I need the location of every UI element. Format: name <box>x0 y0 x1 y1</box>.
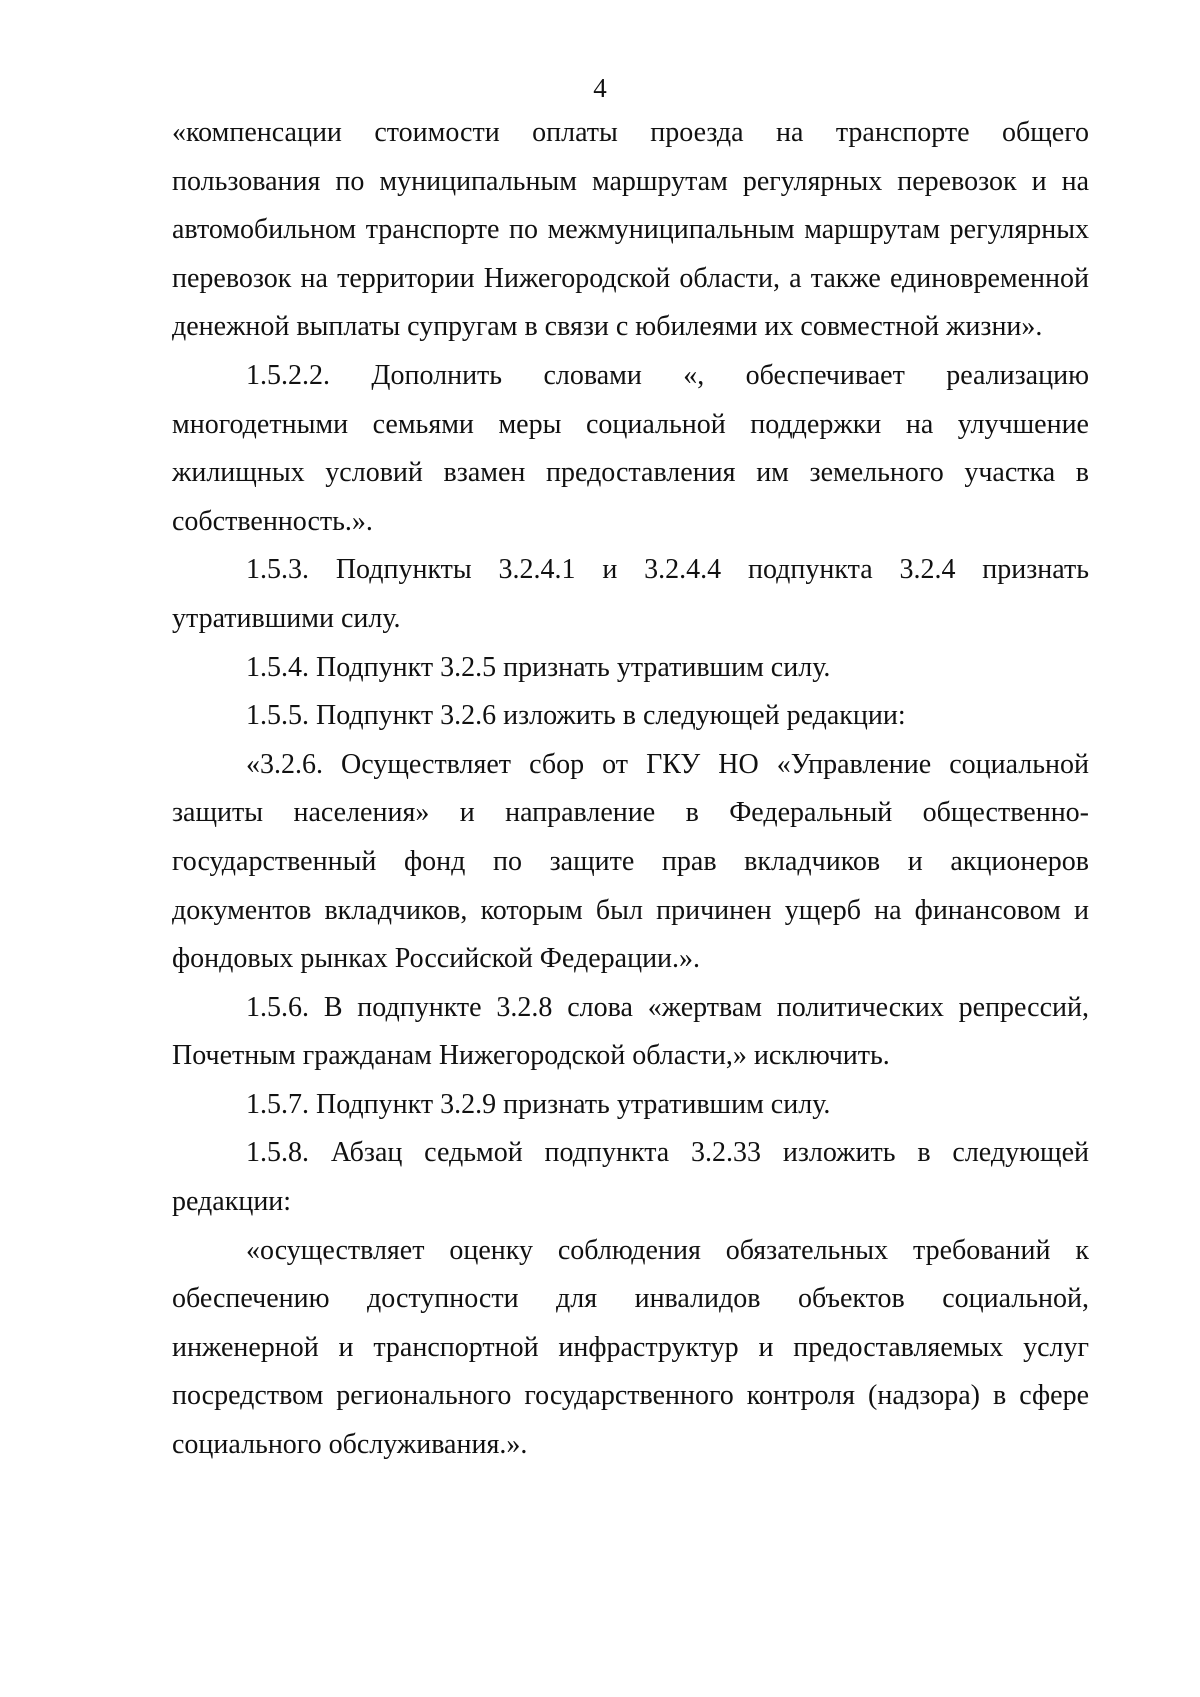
paragraph-quote-3-2-6: «3.2.6. Осуществляет сбор от ГКУ НО «Управление социальной защиты населения» и направление в Федеральный общественно-государственный фонд по защите прав вкладчиков и акционеров документов вкладчиков, которым был причинен ущерб на финансовом и фондовых рынках Российской Федерации.». <box>172 748 1089 975</box>
paragraph-1-5-3: 1.5.3. Подпункты 3.2.4.1 и 3.2.4.4 подпункта 3.2.4 признать утратившими силу. <box>172 554 1089 634</box>
paragraph-continuation: «компенсации стоимости оплаты проезда на транспорте общего пользования по муниципальным маршрутам регулярных перевозок и на автомобильном транспорте по межмуниципальным маршрутам регулярных перевозок на территории Нижегородской области, а также единовременной денежной выплаты супругам в связи с юбилеями их совместной жизни». <box>172 117 1089 343</box>
paragraph-1-5-7: 1.5.7. Подпункт 3.2.9 признать утратившим силу. <box>246 1088 831 1120</box>
document-body <box>172 109 1089 1470</box>
paragraph-quote-final: «осуществляет оценку соблюдения обязательных требований к обеспечению доступности для инвалидов объектов социальной, инженерной и транспортной инфраструктур и предоставляемых услуг посредством регионального государственного контроля (надзора) в сфере социального обслуживания.». <box>172 1234 1089 1461</box>
paragraph-1-5-4: 1.5.4. Подпункт 3.2.5 признать утратившим силу. <box>246 651 831 683</box>
paragraph-1-5-8: 1.5.8. Абзац седьмой подпункта 3.2.33 изложить в следующей редакции: <box>172 1137 1089 1218</box>
page-number: 4 <box>593 73 607 103</box>
paragraph-1-5-5: 1.5.5. Подпункт 3.2.6 изложить в следующей редакции: <box>246 700 906 732</box>
paragraph-1-5-2-2: 1.5.2.2. Дополнить словами «, обеспечивает реализацию многодетными семьями меры социальной поддержки на улучшение жилищных условий взамен предоставления им земельного участка в собственность.». <box>172 359 1089 537</box>
paragraph-1-5-6: 1.5.6. В подпункте 3.2.8 слова «жертвам политических репрессий, Почетным гражданам Нижегородской области,» исключить. <box>172 991 1089 1072</box>
